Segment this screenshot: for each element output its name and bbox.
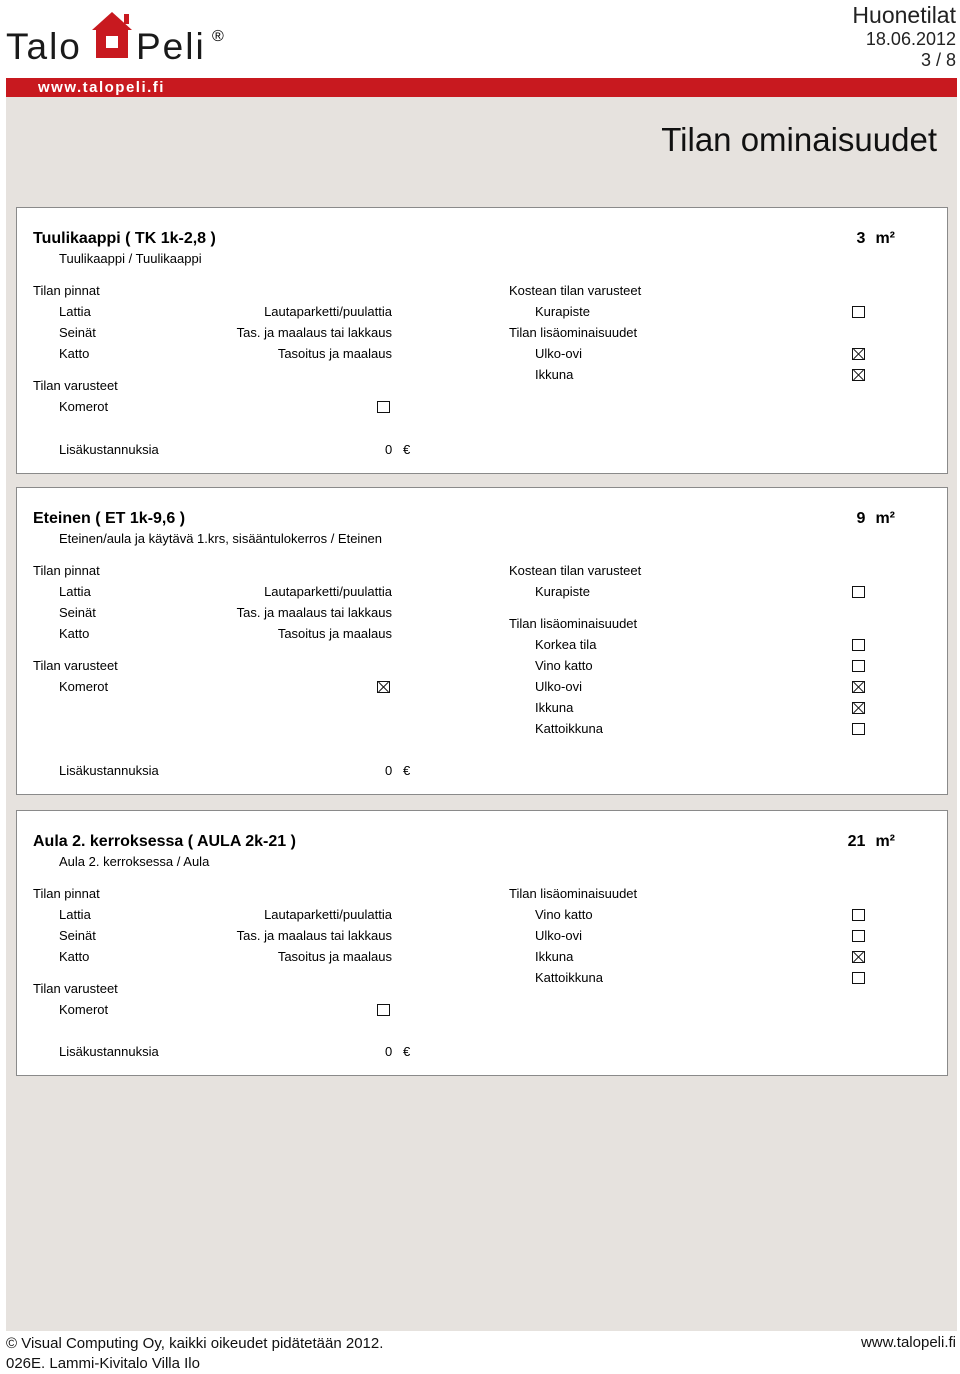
checkbox-icon <box>852 972 865 984</box>
surfaces-heading: Tilan pinnat <box>33 886 100 901</box>
surface-label: Katto <box>59 346 90 361</box>
page-number: 3 / 8 <box>920 50 956 70</box>
checked-checkbox-icon <box>852 369 865 381</box>
document-date: 18.06.2012 <box>865 29 956 49</box>
extra-costs-value: 0 <box>385 763 393 778</box>
surface-value: Tasoitus ja maalaus <box>277 626 392 641</box>
surface-label: Lattia <box>59 304 91 319</box>
surface-value: Lautaparketti/puulattia <box>264 304 392 319</box>
checked-checkbox-icon <box>852 702 865 714</box>
surface-label: Katto <box>59 949 90 964</box>
room-description: Aula 2. kerroksessa / Aula <box>59 854 210 869</box>
checked-checkbox-icon <box>377 681 390 693</box>
checkbox-icon <box>852 586 865 598</box>
room-area-value: 9 <box>856 510 866 527</box>
checkbox-icon <box>852 660 865 672</box>
page-title: Tilan ominaisuudet <box>661 121 937 158</box>
feature-label: Vino katto <box>535 907 593 922</box>
room-card <box>16 810 948 1076</box>
room-area <box>857 510 895 528</box>
surface-value: Tasoitus ja maalaus <box>277 949 392 964</box>
checked-checkbox-icon <box>852 348 865 360</box>
footer-left <box>6 1334 383 1374</box>
equipment-heading: Tilan varusteet <box>33 378 118 393</box>
extra-costs-label: Lisäkustannuksia <box>59 1044 159 1059</box>
feature-label: Ulko-ovi <box>535 679 582 694</box>
url-bar-text: www.talopeli.fi <box>38 79 165 96</box>
extra-costs-value: 0 <box>385 1044 393 1059</box>
feature-label: Ulko-ovi <box>535 928 582 943</box>
feature-label: Kurapiste <box>535 584 590 599</box>
surface-value: Lautaparketti/puulattia <box>264 584 392 599</box>
feature-label: Ikkuna <box>535 700 574 715</box>
registered-mark: ® <box>212 28 224 45</box>
room-area-value: 21 <box>847 833 866 850</box>
equipment-heading: Tilan varusteet <box>33 981 118 996</box>
header-info <box>852 2 956 71</box>
project-name: 026E. Lammi-Kivitalo Villa Ilo <box>6 1355 200 1372</box>
feature-label: Kurapiste <box>535 304 590 319</box>
surface-label: Lattia <box>59 907 91 922</box>
section-heading: Kostean tilan varusteet <box>509 563 642 578</box>
house-icon <box>90 10 134 60</box>
equipment-label: Komerot <box>59 399 109 414</box>
document-title: Huonetilat <box>852 2 956 28</box>
extra-costs-label: Lisäkustannuksia <box>59 763 159 778</box>
room-area-unit: m² <box>875 230 895 247</box>
room-area-value: 3 <box>856 230 866 247</box>
feature-label: Vino katto <box>535 658 593 673</box>
surface-value: Lautaparketti/puulattia <box>264 907 392 922</box>
copyright-text: © Visual Computing Oy, kaikki oikeudet pidätetään 2012. <box>6 1335 384 1352</box>
section-heading: Tilan lisäominaisuudet <box>509 886 638 901</box>
room-card <box>16 207 948 474</box>
logo-text-peli: Peli <box>136 26 206 67</box>
room-name: Aula 2. kerroksessa ( AULA 2k-21 ) <box>33 833 296 850</box>
surface-label: Lattia <box>59 584 91 599</box>
content-area <box>6 97 957 1331</box>
checkbox-icon <box>852 306 865 318</box>
surfaces-heading: Tilan pinnat <box>33 563 100 578</box>
equipment-label: Komerot <box>59 1002 109 1017</box>
checkbox-icon <box>852 909 865 921</box>
room-name: Tuulikaappi ( TK 1k-2,8 ) <box>33 230 216 247</box>
currency-symbol: € <box>403 1044 411 1059</box>
room-area-unit: m² <box>875 510 895 527</box>
room-description: Eteinen/aula ja käytävä 1.krs, sisääntulokerros / Eteinen <box>59 531 383 546</box>
section-heading: Kostean tilan varusteet <box>509 283 642 298</box>
surface-value: Tas. ja maalaus tai lakkaus <box>236 928 392 943</box>
feature-label: Ulko-ovi <box>535 346 582 361</box>
equipment-label: Komerot <box>59 679 109 694</box>
surface-value: Tas. ja maalaus tai lakkaus <box>236 605 392 620</box>
feature-label: Korkea tila <box>535 637 597 652</box>
extra-costs-value: 0 <box>385 442 393 457</box>
section-heading: Tilan lisäominaisuudet <box>509 325 638 340</box>
currency-symbol: € <box>403 763 411 778</box>
checkbox-icon <box>852 723 865 735</box>
surface-label: Seinät <box>59 325 96 340</box>
surfaces-heading: Tilan pinnat <box>33 283 100 298</box>
equipment-heading: Tilan varusteet <box>33 658 118 673</box>
room-description: Tuulikaappi / Tuulikaappi <box>59 251 202 266</box>
room-area <box>848 833 895 851</box>
surface-label: Seinät <box>59 928 96 943</box>
room-area <box>857 230 895 248</box>
room-area-unit: m² <box>875 833 895 850</box>
room-card <box>16 487 948 795</box>
checkbox-icon <box>377 1004 390 1016</box>
surface-label: Seinät <box>59 605 96 620</box>
extra-costs-label: Lisäkustannuksia <box>59 442 159 457</box>
checked-checkbox-icon <box>852 951 865 963</box>
feature-label: Ikkuna <box>535 367 574 382</box>
surface-label: Katto <box>59 626 90 641</box>
currency-symbol: € <box>403 442 411 457</box>
checked-checkbox-icon <box>852 681 865 693</box>
checkbox-icon <box>377 401 390 413</box>
surface-value: Tas. ja maalaus tai lakkaus <box>236 325 392 340</box>
checkbox-icon <box>852 930 865 942</box>
logo-text-talo: Talo <box>6 26 82 67</box>
feature-label: Kattoikkuna <box>535 970 603 985</box>
checkbox-icon <box>852 639 865 651</box>
room-name: Eteinen ( ET 1k-9,6 ) <box>33 510 186 527</box>
url-bar <box>6 78 957 97</box>
feature-label: Kattoikkuna <box>535 721 603 736</box>
section-heading: Tilan lisäominaisuudet <box>509 616 638 631</box>
footer-website: www.talopeli.fi <box>860 1334 956 1351</box>
surface-value: Tasoitus ja maalaus <box>277 346 392 361</box>
talopeli-logo <box>6 6 236 66</box>
feature-label: Ikkuna <box>535 949 574 964</box>
